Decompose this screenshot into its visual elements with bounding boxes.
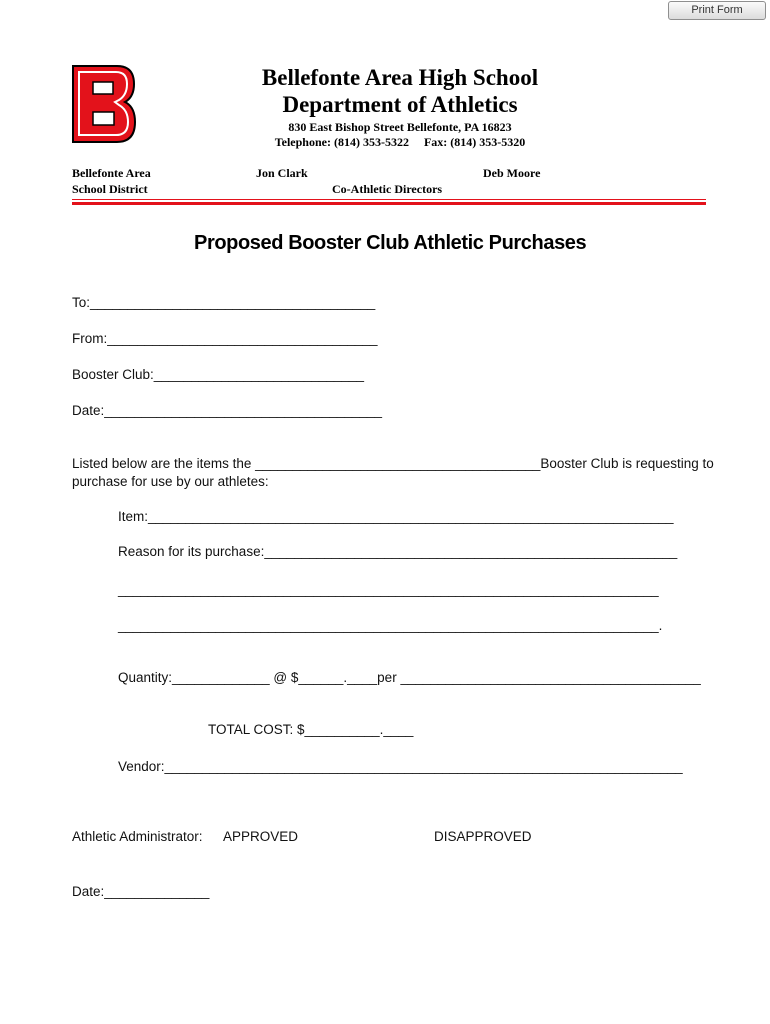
disapproved-option[interactable]: DISAPPROVED xyxy=(434,829,532,844)
director-jon-clark: Jon Clark xyxy=(256,166,308,180)
reason-field[interactable]: Reason for its purchase:_______________________________________________________ xyxy=(118,544,678,559)
approved-option[interactable]: APPROVED xyxy=(223,829,299,844)
listed-line-2: purchase for use by our athletes: xyxy=(72,474,269,489)
department-name: Department of Athletics xyxy=(282,92,518,117)
director-deb-moore: Deb Moore xyxy=(483,166,541,180)
date-bottom-field[interactable]: Date:______________ xyxy=(72,884,210,899)
school-logo xyxy=(71,64,137,144)
quantity-field[interactable]: Quantity:_____________ @ $______.____per ________________________________________ xyxy=(118,670,701,685)
header-rule-thick xyxy=(72,202,706,205)
contact-block xyxy=(220,120,580,150)
form-title: Proposed Booster Club Athletic Purchases xyxy=(194,232,587,254)
reason-continued-1[interactable]: ________________________________________________________________________ xyxy=(118,582,659,597)
district-line-1: Bellefonte Area xyxy=(72,166,151,180)
reason-continued-2[interactable]: ________________________________________________________________________. xyxy=(118,618,663,633)
total-cost-field[interactable]: TOTAL COST: $__________.____ xyxy=(208,722,414,737)
vendor-field[interactable]: Vendor:_____________________________________________________________________ xyxy=(118,759,683,774)
listed-line-1: Listed below are the items the ______________________________________Booster Club is requesting to xyxy=(72,456,714,471)
booster-club-field[interactable]: Booster Club:____________________________ xyxy=(72,367,365,382)
directors-title: Co-Athletic Directors xyxy=(332,182,443,196)
item-field[interactable]: Item:______________________________________________________________________ xyxy=(118,509,674,524)
date-top-field[interactable]: Date:_____________________________________ xyxy=(72,403,383,418)
school-name: Bellefonte Area High School xyxy=(261,65,539,90)
athletic-administrator-label: Athletic Administrator: xyxy=(72,829,203,844)
header-rule-thin xyxy=(72,199,706,200)
to-field[interactable]: To:______________________________________ xyxy=(72,295,376,310)
school-header xyxy=(240,64,560,118)
print-form-button[interactable]: Print Form xyxy=(668,1,766,20)
district-line-2: School District xyxy=(72,182,148,196)
address-line: 830 East Bishop Street Bellefonte, PA 16823 xyxy=(288,120,512,134)
from-field[interactable]: From:____________________________________ xyxy=(72,331,378,346)
phone-fax-line: Telephone: (814) 353-5322 Fax: (814) 353-5320 xyxy=(274,135,526,149)
district-name xyxy=(72,165,151,197)
